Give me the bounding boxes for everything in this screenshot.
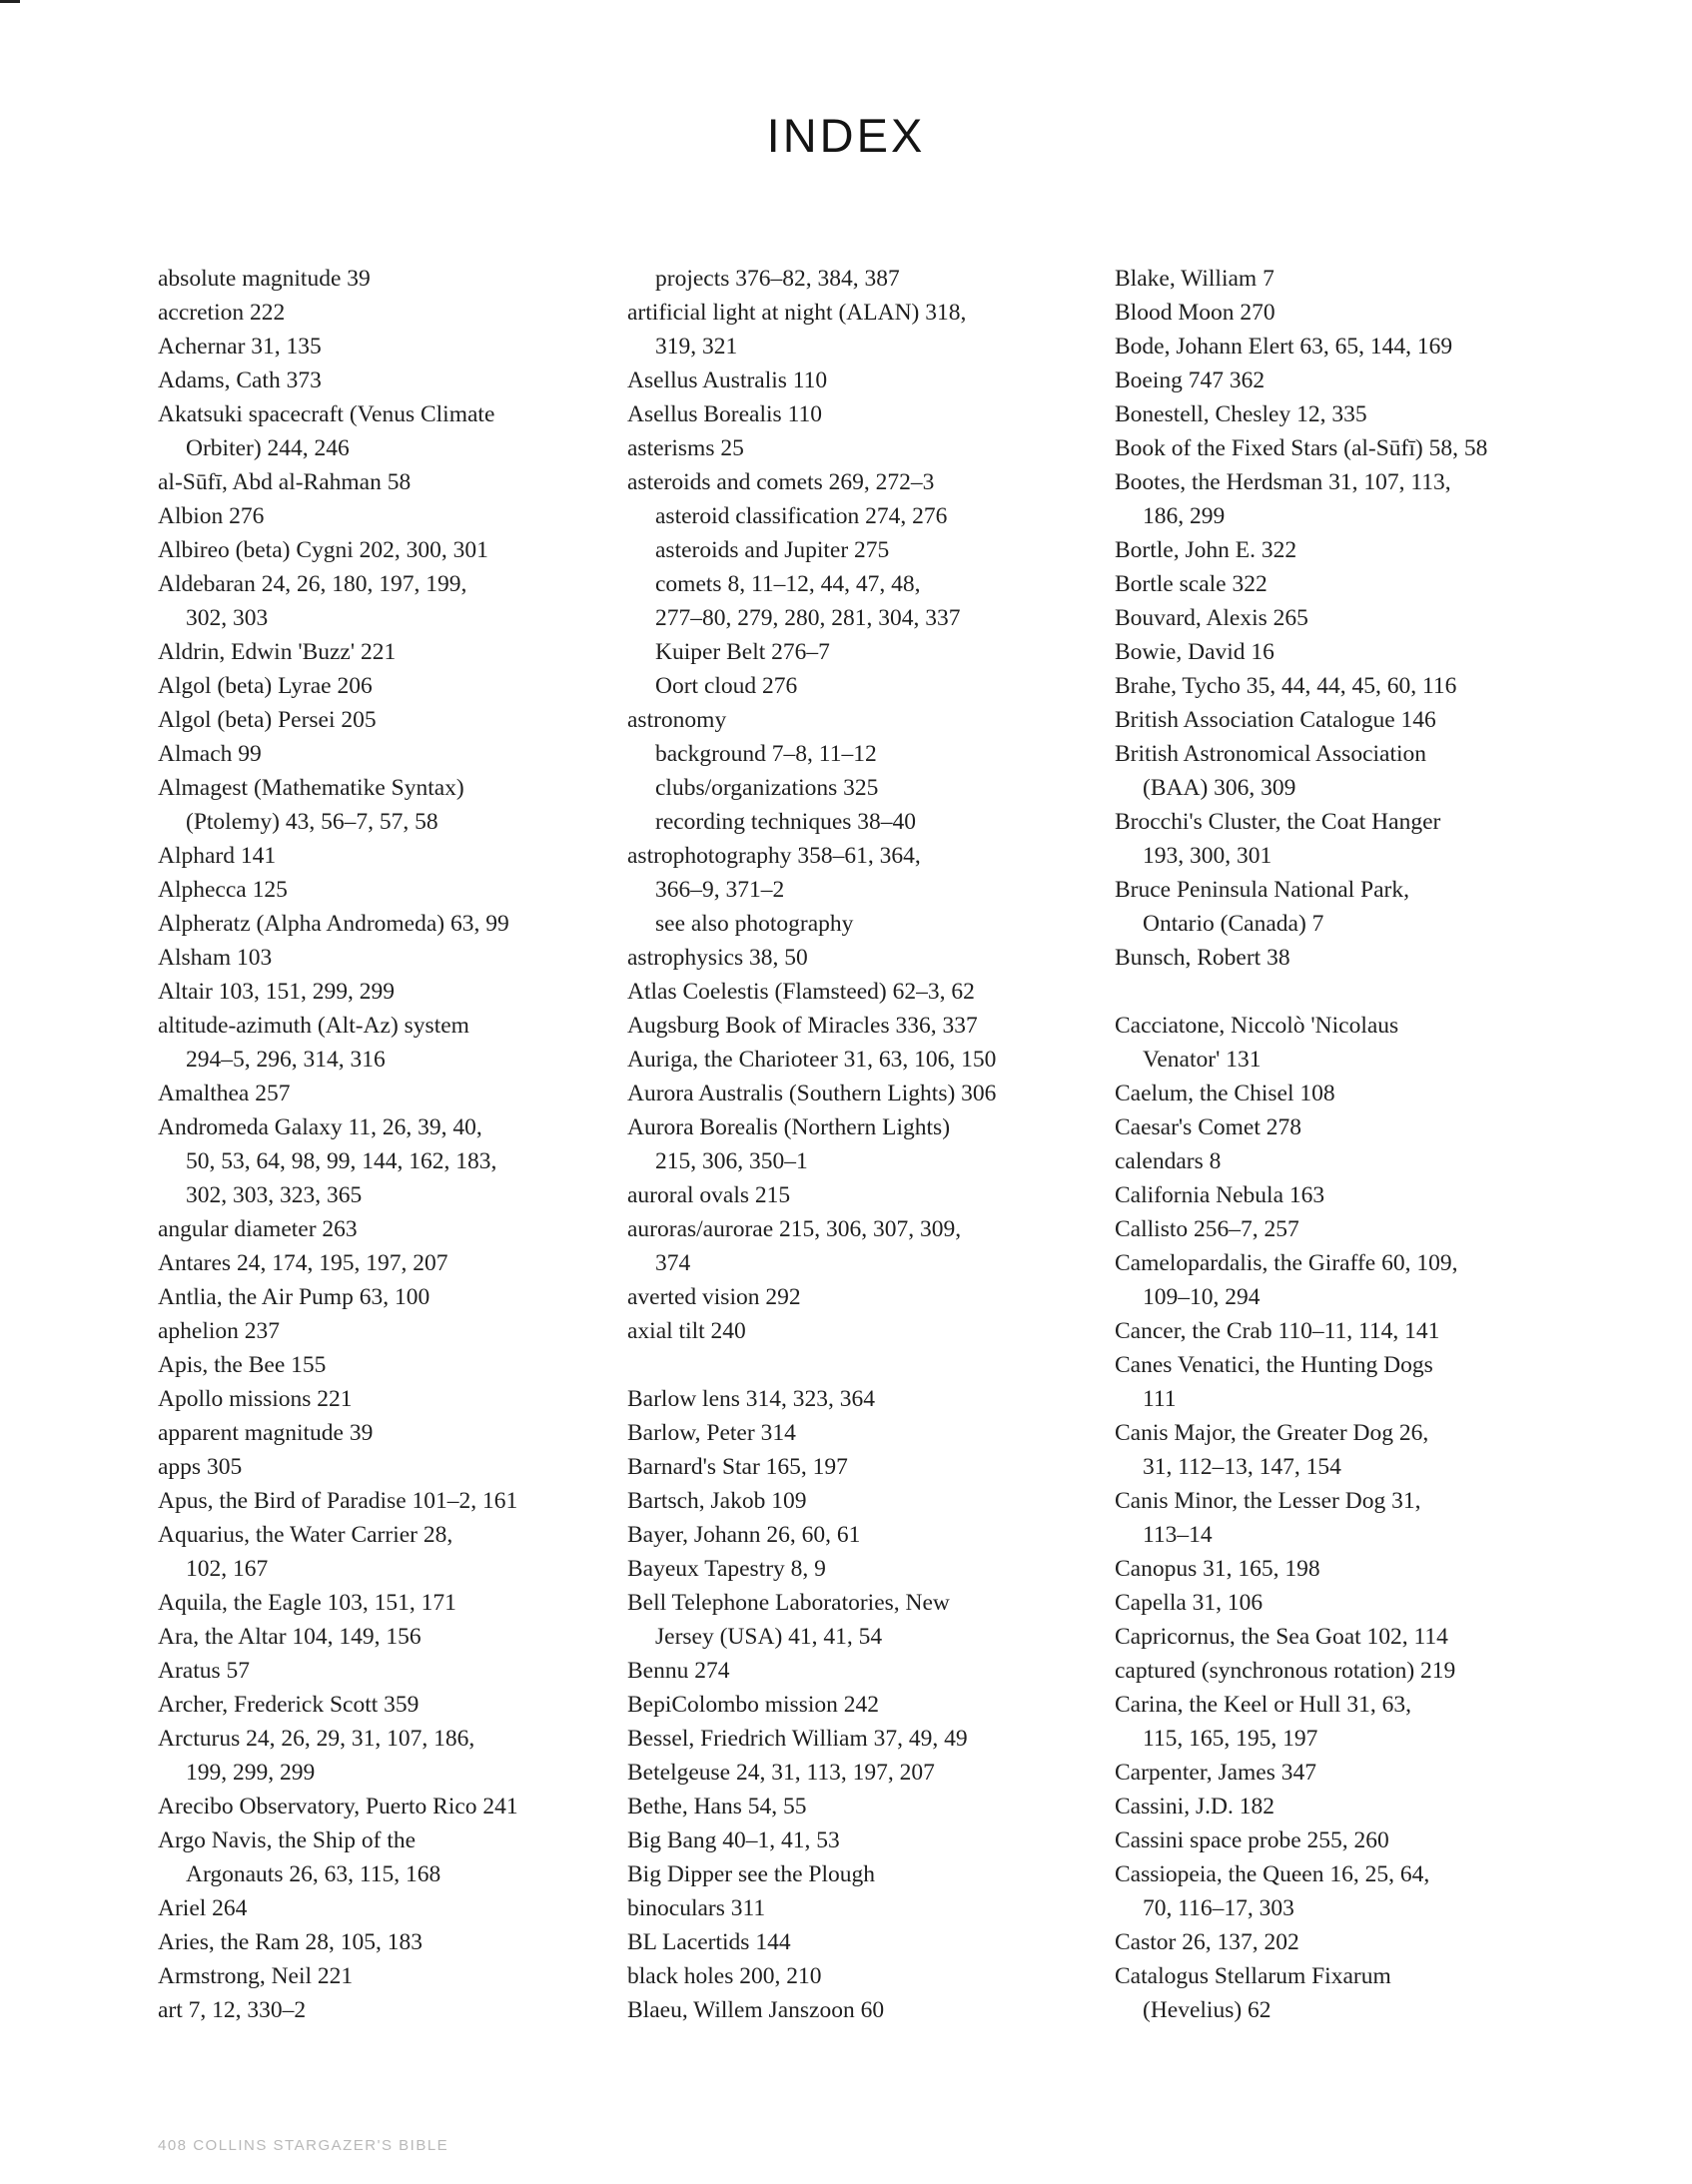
index-entry: Atlas Coelestis (Flamsteed) 62–3, 62 <box>627 979 975 1005</box>
index-entry: Aries, the Ram 28, 105, 183 <box>158 1929 423 1955</box>
index-entry: Bell Telephone Laboratories, New <box>627 1590 950 1616</box>
index-subentry: Kuiper Belt 276–7 <box>655 639 830 665</box>
index-entry: Antares 24, 174, 195, 197, 207 <box>158 1250 448 1276</box>
index-entry: Capricornus, the Sea Goat 102, 114 <box>1115 1624 1448 1650</box>
index-entry: averted vision 292 <box>627 1284 801 1310</box>
index-entry: Apollo missions 221 <box>158 1386 353 1412</box>
index-entry: Aurora Borealis (Northern Lights) <box>627 1114 951 1140</box>
index-entry-continuation: 374 <box>655 1250 691 1276</box>
index-entry: Aldrin, Edwin 'Buzz' 221 <box>158 639 397 665</box>
index-entry: Algol (beta) Persei 205 <box>158 707 377 733</box>
index-entry: binoculars 311 <box>627 1895 766 1921</box>
index-entry: black holes 200, 210 <box>627 1963 822 1989</box>
index-entry: Cancer, the Crab 110–11, 114, 141 <box>1115 1318 1440 1344</box>
index-entry: Big Bang 40–1, 41, 53 <box>627 1827 840 1853</box>
index-entry: Antlia, the Air Pump 63, 100 <box>158 1284 430 1310</box>
index-entry-continuation: Jersey (USA) 41, 41, 54 <box>655 1624 883 1650</box>
index-entry-continuation: Ontario (Canada) 7 <box>1143 911 1324 937</box>
index-entry: astrophotography 358–61, 364, <box>627 843 921 869</box>
index-entry: California Nebula 163 <box>1115 1182 1325 1208</box>
index-entry: apparent magnitude 39 <box>158 1420 374 1446</box>
index-column-3 <box>1115 262 1554 2027</box>
index-entry: Bouvard, Alexis 265 <box>1115 605 1308 631</box>
index-entry: Bruce Peninsula National Park, <box>1115 877 1409 903</box>
index-entry: Almagest (Mathematike Syntax) <box>158 775 464 801</box>
index-entry: Aratus 57 <box>158 1658 251 1684</box>
index-subentry: asteroid classification 274, 276 <box>655 503 948 529</box>
index-entry: Bowie, David 16 <box>1115 639 1274 665</box>
index-entry: Canopus 31, 165, 198 <box>1115 1556 1320 1582</box>
index-entry: Auriga, the Charioteer 31, 63, 106, 150 <box>627 1047 997 1073</box>
index-entry: Aquila, the Eagle 103, 151, 171 <box>158 1590 456 1616</box>
index-entry: Bortle, John E. 322 <box>1115 537 1297 563</box>
index-entry: Bootes, the Herdsman 31, 107, 113, <box>1115 469 1451 495</box>
index-subentry: comets 8, 11–12, 44, 47, 48, <box>655 571 921 597</box>
index-entry-continuation: 302, 303, 323, 365 <box>186 1182 363 1208</box>
index-entry: Big Dipper see the Plough <box>627 1861 876 1887</box>
index-entry: Aurora Australis (Southern Lights) 306 <box>627 1081 997 1106</box>
index-entry: Castor 26, 137, 202 <box>1115 1929 1299 1955</box>
index-entry: axial tilt 240 <box>627 1318 746 1344</box>
index-entry-continuation: 199, 299, 299 <box>186 1760 316 1786</box>
index-entry: Almach 99 <box>158 741 262 767</box>
index-entry: aphelion 237 <box>158 1318 281 1344</box>
index-entry: accretion 222 <box>158 300 286 326</box>
index-entry: Aquarius, the Water Carrier 28, <box>158 1522 453 1548</box>
letter-section-gap <box>1115 975 1554 1009</box>
index-entry: art 7, 12, 330–2 <box>158 1997 307 2023</box>
index-entry: Bethe, Hans 54, 55 <box>627 1794 807 1820</box>
index-entry: Canis Major, the Greater Dog 26, <box>1115 1420 1429 1446</box>
index-entry: Bayeux Tapestry 8, 9 <box>627 1556 826 1582</box>
index-entry: al-Sūfī, Abd al-Rahman 58 <box>158 469 412 495</box>
index-entry: angular diameter 263 <box>158 1216 358 1242</box>
index-entry: Caesar's Comet 278 <box>1115 1114 1301 1140</box>
index-entry: Archer, Frederick Scott 359 <box>158 1692 420 1718</box>
index-entry: Blood Moon 270 <box>1115 300 1275 326</box>
index-entry: Ariel 264 <box>158 1895 248 1921</box>
index-entry-continuation: (BAA) 306, 309 <box>1143 775 1296 801</box>
index-entry: Bartsch, Jakob 109 <box>627 1488 807 1514</box>
index-entry-continuation: 50, 53, 64, 98, 99, 144, 162, 183, <box>186 1148 497 1174</box>
index-entry: Camelopardalis, the Giraffe 60, 109, <box>1115 1250 1458 1276</box>
index-entry: Brocchi's Cluster, the Coat Hanger <box>1115 809 1441 835</box>
index-entry: Carpenter, James 347 <box>1115 1760 1317 1786</box>
index-entry: Albion 276 <box>158 503 265 529</box>
index-entry: Cassini space probe 255, 260 <box>1115 1827 1389 1853</box>
index-entry: Cacciatone, Niccolò 'Nicolaus <box>1115 1013 1399 1039</box>
index-entry: artificial light at night (ALAN) 318, <box>627 300 967 326</box>
index-entry: Bode, Johann Elert 63, 65, 144, 169 <box>1115 334 1453 360</box>
index-entry-continuation: 102, 167 <box>186 1556 269 1582</box>
index-entry: Caelum, the Chisel 108 <box>1115 1081 1335 1106</box>
index-entry: Asellus Australis 110 <box>627 367 828 393</box>
index-entry-continuation: 70, 116–17, 303 <box>1143 1895 1294 1921</box>
index-entry: Callisto 256–7, 257 <box>1115 1216 1299 1242</box>
index-entry: Barnard's Star 165, 197 <box>627 1454 848 1480</box>
page-title: INDEX <box>766 109 926 162</box>
index-entry: Amalthea 257 <box>158 1081 291 1106</box>
index-entry: Bessel, Friedrich William 37, 49, 49 <box>627 1726 968 1752</box>
index-entry: Aldebaran 24, 26, 180, 197, 199, <box>158 571 467 597</box>
index-entry: Asellus Borealis 110 <box>627 401 822 427</box>
index-entry: Blake, William 7 <box>1115 266 1274 292</box>
index-entry: Brahe, Tycho 35, 44, 44, 45, 60, 116 <box>1115 673 1457 699</box>
index-entry-continuation: 115, 165, 195, 197 <box>1143 1726 1318 1752</box>
index-entry: Armstrong, Neil 221 <box>158 1963 354 1989</box>
index-entry: Capella 31, 106 <box>1115 1590 1264 1616</box>
index-entry: Betelgeuse 24, 31, 113, 197, 207 <box>627 1760 935 1786</box>
index-entry: Book of the Fixed Stars (al-Sūfī) 58, 58 <box>1115 435 1488 461</box>
index-entry: British Astronomical Association <box>1115 741 1427 767</box>
index-entry: Altair 103, 151, 299, 299 <box>158 979 395 1005</box>
index-cross-reference: see also photography <box>655 911 854 937</box>
index-entry: calendars 8 <box>1115 1148 1222 1174</box>
index-entry-continuation: (Hevelius) 62 <box>1143 1997 1271 2023</box>
index-entry: astrophysics 38, 50 <box>627 945 808 971</box>
index-entry: Cassini, J.D. 182 <box>1115 1794 1274 1820</box>
index-entry: Bunsch, Robert 38 <box>1115 945 1290 971</box>
index-entry: Arecibo Observatory, Puerto Rico 241 <box>158 1794 518 1820</box>
index-entry-continuation: 193, 300, 301 <box>1143 843 1272 869</box>
index-entry: Bortle scale 322 <box>1115 571 1268 597</box>
index-entry: Adams, Cath 373 <box>158 367 322 393</box>
index-entry-continuation: 31, 112–13, 147, 154 <box>1143 1454 1341 1480</box>
index-entry: Boeing 747 362 <box>1115 367 1266 393</box>
index-entry: auroral ovals 215 <box>627 1182 791 1208</box>
index-entry-continuation: 366–9, 371–2 <box>655 877 785 903</box>
index-subentry: Oort cloud 276 <box>655 673 798 699</box>
index-entry: Canes Venatici, the Hunting Dogs <box>1115 1352 1433 1378</box>
index-subentry: recording techniques 38–40 <box>655 809 917 835</box>
index-entry-continuation: (Ptolemy) 43, 56–7, 57, 58 <box>186 809 438 835</box>
index-subentry: projects 376–82, 384, 387 <box>655 266 900 292</box>
index-entry: Bennu 274 <box>627 1658 730 1684</box>
index-entry: Canis Minor, the Lesser Dog 31, <box>1115 1488 1421 1514</box>
index-entry: Bonestell, Chesley 12, 335 <box>1115 401 1367 427</box>
index-subentry: background 7–8, 11–12 <box>655 741 877 767</box>
page-corner-mark <box>0 0 20 3</box>
index-column-1 <box>158 262 597 2027</box>
index-entry: Bayer, Johann 26, 60, 61 <box>627 1522 861 1548</box>
index-entry-continuation: 113–14 <box>1143 1522 1213 1548</box>
index-entry: Barlow, Peter 314 <box>627 1420 796 1446</box>
index-entry-continuation: 319, 321 <box>655 334 738 360</box>
index-subentry: asteroids and Jupiter 275 <box>655 537 890 563</box>
index-entry: BepiColombo mission 242 <box>627 1692 879 1718</box>
index-entry: apps 305 <box>158 1454 243 1480</box>
index-entry: Barlow lens 314, 323, 364 <box>627 1386 876 1412</box>
index-entry: captured (synchronous rotation) 219 <box>1115 1658 1456 1684</box>
index-entry: Alphecca 125 <box>158 877 288 903</box>
index-entry-continuation: Orbiter) 244, 246 <box>186 435 350 461</box>
index-entry: Achernar 31, 135 <box>158 334 322 360</box>
index-entry: Apis, the Bee 155 <box>158 1352 327 1378</box>
index-entry: Argo Navis, the Ship of the <box>158 1827 417 1853</box>
index-column-2 <box>627 262 1067 2027</box>
index-entry: Andromeda Galaxy 11, 26, 39, 40, <box>158 1114 482 1140</box>
index-entry: asteroids and comets 269, 272–3 <box>627 469 935 495</box>
index-entry: Albireo (beta) Cygni 202, 300, 301 <box>158 537 488 563</box>
index-entry: Apus, the Bird of Paradise 101–2, 161 <box>158 1488 518 1514</box>
index-entry-continuation: Argonauts 26, 63, 115, 168 <box>186 1861 441 1887</box>
index-entry: Alphard 141 <box>158 843 277 869</box>
index-entry: British Association Catalogue 146 <box>1115 707 1436 733</box>
index-entry: BL Lacertids 144 <box>627 1929 791 1955</box>
index-entry-continuation: 111 <box>1143 1386 1177 1412</box>
page-footer: 408 COLLINS STARGAZER'S BIBLE <box>158 2137 449 2154</box>
letter-section-gap <box>627 1348 1067 1382</box>
index-subentry: clubs/organizations 325 <box>655 775 879 801</box>
index-entry: Arcturus 24, 26, 29, 31, 107, 186, <box>158 1726 475 1752</box>
index-entry: Algol (beta) Lyrae 206 <box>158 673 373 699</box>
index-subentry: 277–80, 279, 280, 281, 304, 337 <box>655 605 961 631</box>
index-entry: astronomy <box>627 707 727 733</box>
index-entry: Akatsuki spacecraft (Venus Climate <box>158 401 495 427</box>
index-entry: Cassiopeia, the Queen 16, 25, 64, <box>1115 1861 1430 1887</box>
index-entry-continuation: 186, 299 <box>1143 503 1226 529</box>
index-entry: Blaeu, Willem Janszoon 60 <box>627 1997 885 2023</box>
index-entry: Augsburg Book of Miracles 336, 337 <box>627 1013 978 1039</box>
index-entry-continuation: 294–5, 296, 314, 316 <box>186 1047 386 1073</box>
index-entry-continuation: 215, 306, 350–1 <box>655 1148 808 1174</box>
index-entry: Alsham 103 <box>158 945 273 971</box>
index-entry-continuation: 302, 303 <box>186 605 269 631</box>
index-entry: Alpheratz (Alpha Andromeda) 63, 99 <box>158 911 509 937</box>
index-entry: absolute magnitude 39 <box>158 266 371 292</box>
index-entry: Catalogus Stellarum Fixarum <box>1115 1963 1391 1989</box>
index-entry-continuation: Venator' 131 <box>1143 1047 1262 1073</box>
index-entry: Ara, the Altar 104, 149, 156 <box>158 1624 422 1650</box>
index-entry-continuation: 109–10, 294 <box>1143 1284 1261 1310</box>
index-entry: auroras/aurorae 215, 306, 307, 309, <box>627 1216 962 1242</box>
index-entry: altitude-azimuth (Alt-Az) system <box>158 1013 469 1039</box>
index-entry: Carina, the Keel or Hull 31, 63, <box>1115 1692 1411 1718</box>
index-entry: asterisms 25 <box>627 435 744 461</box>
